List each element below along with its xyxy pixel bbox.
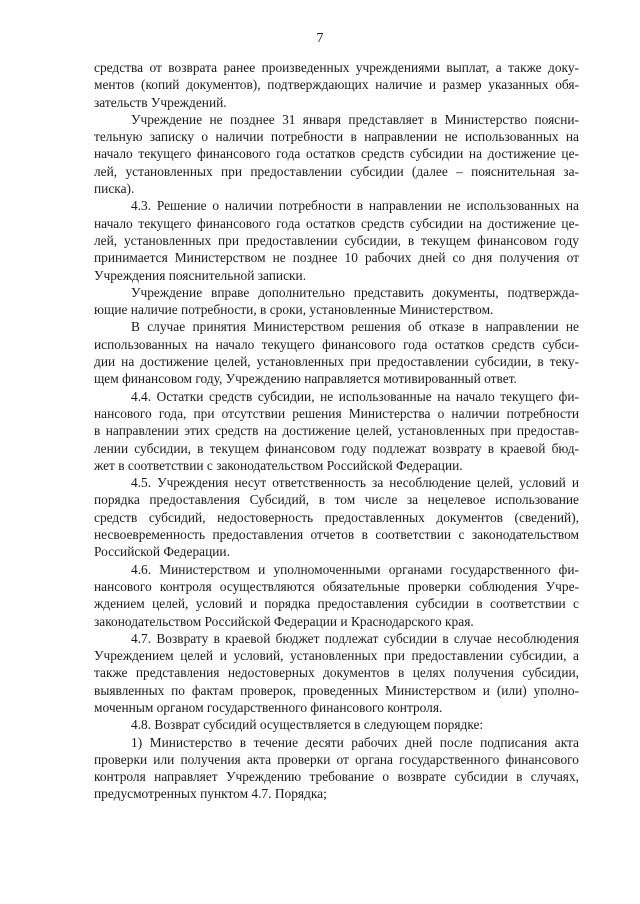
paragraph [94,388,579,474]
text-line: нансового контроля осуществляются обязательные проверки соблюдения Учре- [94,578,579,594]
text-line: зательств Учреждений. [94,94,227,110]
text-line: 4.8. Возврат субсидий осуществляется в следующем порядке: [131,717,484,733]
text-line: законодательством Российской Федерации и Краснодарского края. [94,613,474,629]
paragraph [94,318,579,387]
text-line: порядка предоставления Субсидий, в том числе за нецелевое использование [94,492,579,508]
text-line: ющие наличие потребности, в сроки, установленные Министерством. [94,302,494,318]
text-line: несвоевременность предоставления отчетов в соответствии с законодательством [94,527,579,543]
text-line: средств субсидий, недостоверность предоставленных документов (сведений), [94,509,579,525]
text-line: 4.7. Возврату в краевой бюджет подлежат субсидии в случае несоблюдения [131,630,579,646]
text-line: Учреждения пояснительной записки. [94,267,307,283]
text-line: контроля направляет Учреждению требование о возврате субсидии в случаях, [94,769,579,785]
text-line: жет в соответствии с законодательством Российской Федерации. [94,457,463,473]
text-line: писка). [94,181,135,197]
text-line: лей, установленных при предоставлении субсидии (далее – пояснительная за- [94,163,579,179]
text-line: Учреждение вправе дополнительно представить документы, подтвержда- [131,284,579,300]
text-line: 4.6. Министерством и уполномоченными органами государственного фи- [131,561,579,577]
paragraph [94,111,579,197]
text-line: выявленных по фактам проверок, проведенных Министерством и (или) уполно- [94,682,579,698]
text-line: В случае принятия Министерством решения об отказе в направлении не [131,319,579,335]
paragraph [94,474,579,560]
text-line: 4.5. Учреждения несут ответственность за несоблюдение целей, условий и [131,475,579,491]
text-line: 1) Министерство в течение десяти рабочих дней после подписания акта [131,734,579,750]
text-line: тельную записку о наличии потребности в направлении не использованных на [94,129,579,145]
text-line: начало текущего финансового года остатков средств субсидии на достижение це- [94,215,579,231]
paragraph [94,734,579,803]
text-line: 4.4. Остатки средств субсидии, не использованные на начало текущего фи- [131,388,579,404]
text-line: моченным органом государственного финансового контроля. [94,699,443,715]
text-line: Учреждение не позднее 31 января представляет в Министерство поясни- [131,111,579,127]
text-line: ждением целей, условий и порядка предоставления субсидии в соответствии с [94,596,579,612]
text-line: нансового года, при отсутствии решения Министерства о наличии потребности [94,405,579,421]
text-line: ментов (копий документов), подтверждающих наличие и размер указанных обя- [94,77,579,93]
text-line: лении субсидии, в текущем финансовом году подлежат возврату в краевой бюд- [94,440,579,456]
paragraph [94,630,579,716]
paragraph [94,284,579,319]
text-line: также представления недостоверных документов в целях получения субсидии, [94,665,579,681]
text-line: принимается Министерством не позднее 10 рабочих дней со дня получения от [94,250,579,266]
text-line: в направлении этих средств на достижение целей, установленных при предостав- [94,423,579,439]
paragraph [94,197,579,283]
text-line: проверки или получения акта проверки от органа государственного финансового [94,751,579,767]
text-line: предусмотренных пунктом 4.7. Порядка; [94,786,327,802]
text-line: 4.3. Решение о наличии потребности в направлении не использованных на [131,198,579,214]
text-line: дии на достижение целей, установленных при предоставлении субсидии, в теку- [94,354,579,370]
text-line: использованных на начало текущего финансового года остатков средств субси- [94,336,579,352]
paragraph [94,59,579,111]
text-line: средства от возврата ранее произведенных учреждениями выплат, а также доку- [94,60,579,75]
text-line: лей, установленных при предоставлении субсидии, в текущем финансовом году [94,232,579,248]
paragraph [94,561,579,630]
text-line: начало текущего финансового года остатков средств субсидии на достижение це- [94,146,579,162]
paragraph [94,716,579,733]
text-line: Учреждением целей и условий, установленных при предоставлении субсидии, а [94,648,579,664]
text-line: щем финансовом году, Учреждению направляется мотивированный ответ. [94,371,517,387]
text-line: Российской Федерации. [94,544,230,560]
document-body [94,59,579,803]
page-number: 7 [316,31,324,46]
